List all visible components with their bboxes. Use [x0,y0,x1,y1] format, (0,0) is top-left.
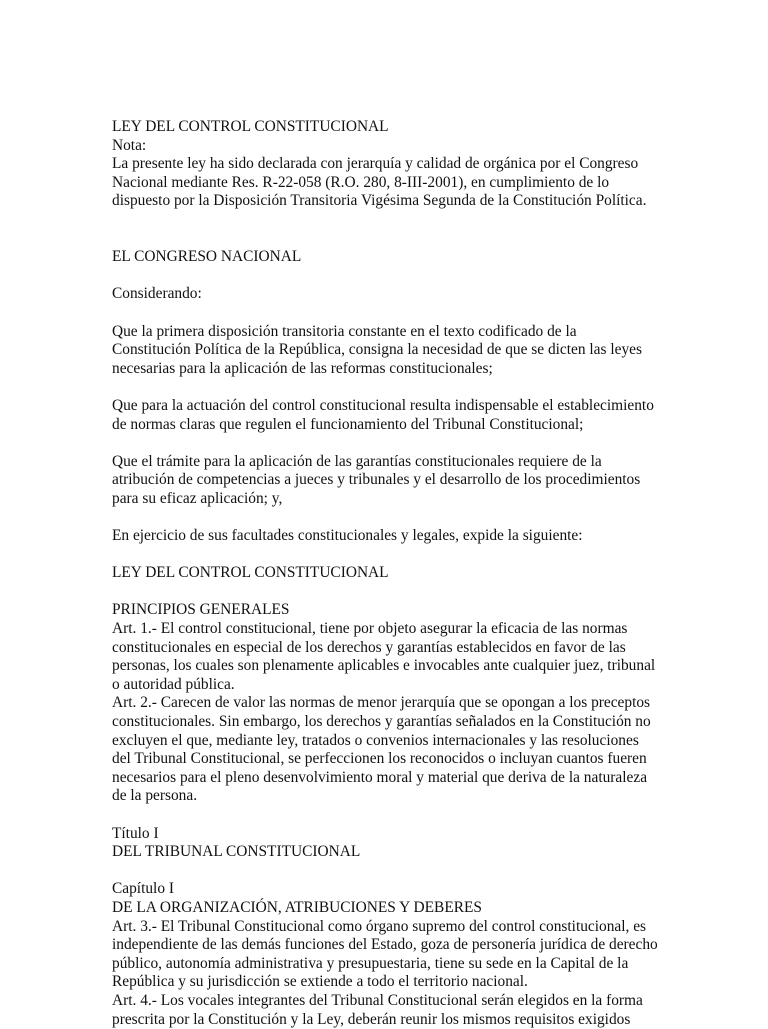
consideration-line: Que la primera disposición transitoria constante en el texto codificado de la [112,323,732,342]
consideration-line: para su eficaz aplicación; y, [112,490,732,509]
chapter-1-name: DE LA ORGANIZACIÓN, ATRIBUCIONES Y DEBERES [112,899,732,918]
consideration-line: Constitución Política de la República, consigna la necesidad de que se dicten las leyes [112,341,732,360]
note-line: dispuesto por la Disposición Transitoria Vigésima Segunda de la Constitución Política. [112,192,732,211]
article-line: constitucionales en especial de los derechos y garantías establecidos en favor de las [112,639,732,658]
consideration-3 [112,453,732,509]
article-2 [112,694,732,806]
article-line: del Tribunal Constitucional, se perfeccionen los reconocidos o incluyan cuantos fueren [112,750,732,769]
article-line: constitucionales. Sin embargo, los derechos y garantías señalados en la Constitución no [112,713,732,732]
note-label: Nota: [112,137,732,156]
consideration-line: atribución de competencias a jueces y tribunales y el desarrollo de los procedimientos [112,471,732,490]
article-line: público, autonomía administrativa y presupuestaria, tiene su sede en la Capital de la [112,955,732,974]
article-line: necesarios para el pleno desenvolvimiento moral y material que deriva de la naturaleza [112,769,732,788]
title-1-label: Título I [112,825,732,844]
consideration-2 [112,397,732,434]
article-line: Art. 2.- Carecen de valor las normas de menor jerarquía que se opongan a los preceptos [112,694,732,713]
article-1 [112,620,732,694]
article-4 [112,992,732,1029]
article-line: o autoridad pública. [112,676,732,695]
enactment-clause: En ejercicio de sus facultades constitucionales y legales, expide la siguiente: [112,527,732,546]
article-line: excluyen el que, mediante ley, tratados o convenios internacionales y las resoluciones [112,732,732,751]
article-line: prescrita por la Constitución y la Ley, deberán reunir los mismos requisitos exigidos [112,1011,732,1029]
article-line: personas, los cuales son plenamente aplicables e invocables ante cualquier juez, tribunal [112,657,732,676]
consideration-line: Que para la actuación del control constitucional resulta indispensable el establecimiento [112,397,732,416]
article-line: Art. 3.- El Tribunal Constitucional como órgano supremo del control constitucional, es [112,918,732,937]
article-line: de la persona. [112,787,732,806]
document-title: LEY DEL CONTROL CONSTITUCIONAL [112,118,732,137]
document-page [112,118,732,1029]
article-line: Art. 4.- Los vocales integrantes del Tribunal Constitucional serán elegidos en la forma [112,992,732,1011]
note-line: Nacional mediante Res. R-22-058 (R.O. 280, 8-III-2001), en cumplimiento de lo [112,174,732,193]
general-principles-heading: PRINCIPIOS GENERALES [112,601,732,620]
consideration-line: de normas claras que regulen el funcionamiento del Tribunal Constitucional; [112,416,732,435]
consideration-1 [112,323,732,379]
article-line: independiente de las demás funciones del Estado, goza de personería jurídica de derecho [112,936,732,955]
article-3 [112,918,732,992]
article-line: República y su jurisdicción se extiende a todo el territorio nacional. [112,973,732,992]
note-line: La presente ley ha sido declarada con jerarquía y calidad de orgánica por el Congreso [112,155,732,174]
article-line: Art. 1.- El control constitucional, tiene por objeto asegurar la eficacia de las normas [112,620,732,639]
considering-label: Considerando: [112,285,732,304]
title-1-name: DEL TRIBUNAL CONSTITUCIONAL [112,843,732,862]
note-text [112,155,732,211]
chapter-1-label: Capítulo I [112,880,732,899]
law-title: LEY DEL CONTROL CONSTITUCIONAL [112,564,732,583]
consideration-line: Que el trámite para la aplicación de las garantías constitucionales requiere de la [112,453,732,472]
consideration-line: necesarias para la aplicación de las reformas constitucionales; [112,360,732,379]
issuer-heading: EL CONGRESO NACIONAL [112,248,732,267]
